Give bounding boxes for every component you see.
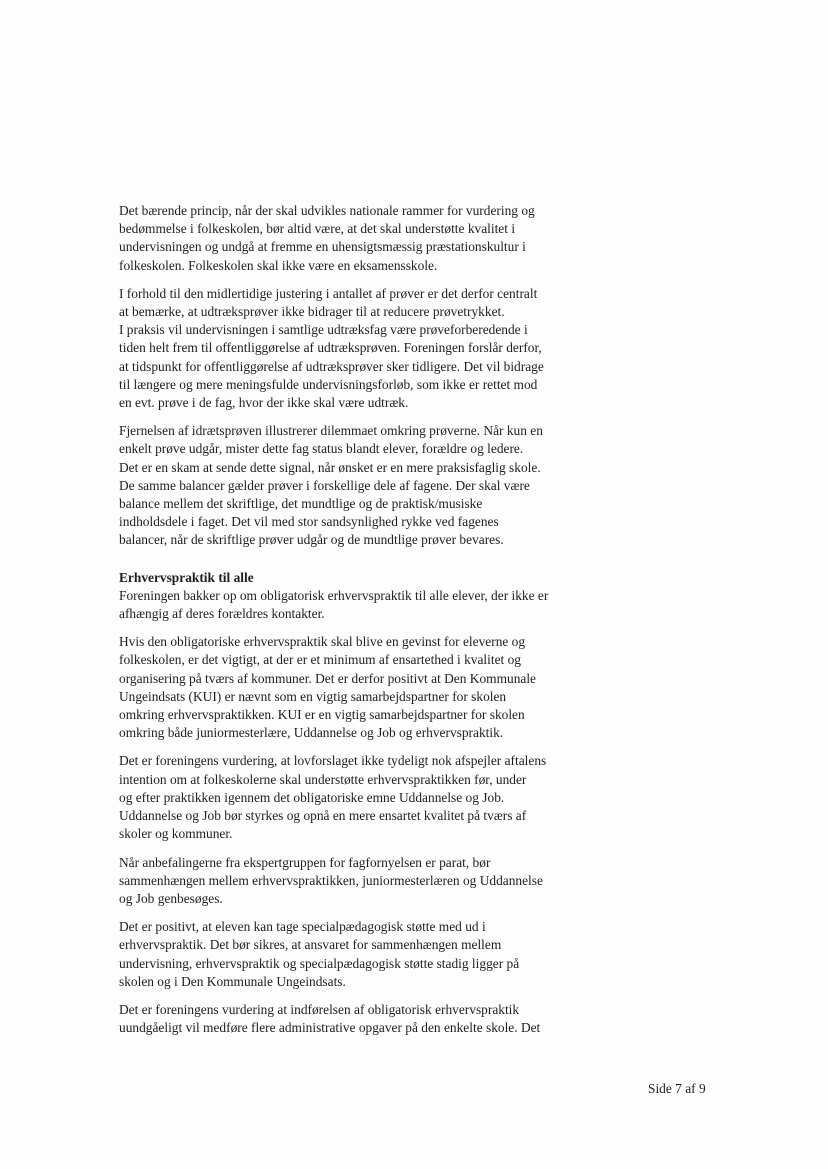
text-line: balancer, når de skriftlige prøver udgår og de mundtlige prøver bevares. (119, 532, 504, 548)
paragraph-3 (119, 422, 599, 549)
text-line: erhvervspraktik. Det bør sikres, at ansvaret for sammenhængen mellem (119, 937, 502, 953)
text-line: Det bærende princip, når der skal udvikles nationale rammer for vurdering og (119, 203, 535, 218)
text-line: omkring både juniormesterlære, Uddannelse og Job og erhvervspraktik. (119, 725, 504, 741)
text-line: undervisningen og undgå at fremme en uhensigtsmæssig præstationskultur i (119, 239, 526, 255)
text-line: folkeskolen. Folkeskolen skal ikke være en eksamensskole. (119, 257, 438, 273)
text-line: omkring erhvervspraktikken. KUI er en vigtig samarbejdspartner for skolen (119, 707, 525, 723)
text-line: sammenhængen mellem erhvervspraktikken, juniormesterlæren og Uddannelse (119, 872, 543, 888)
section-erhvervspraktik-intro (119, 569, 599, 624)
page-number: Side 7 af 9 (648, 1081, 706, 1096)
text-line: Foreningen bakker op om obligatorisk erhvervspraktik til alle elever, der ikke er (119, 587, 549, 603)
text-line: De samme balancer gælder prøver i forskellige dele af fagene. Der skal være (119, 477, 530, 493)
text-line: og Job genbesøges. (119, 890, 223, 906)
text-line: I forhold til den midlertidige justering i antallet af prøver er det derfor centralt (119, 285, 538, 301)
text-line: til længere og mere meningsfulde undervisningsforløb, som ikke er rettet mod (119, 376, 538, 392)
paragraph-1 (119, 202, 599, 275)
text-line: indholdsdele i faget. Det vil med stor sandsynlighed rykke ved fagenes (119, 514, 499, 530)
paragraph-5 (119, 633, 599, 742)
paragraph-2 (119, 285, 599, 412)
paragraph-9 (119, 1001, 599, 1037)
text-line: afhængig af deres forældres kontakter. (119, 606, 325, 622)
text-line: Det er foreningens vurdering, at lovforslaget ikke tydeligt nok afspejler aftalens (119, 753, 547, 769)
text-line: en evt. prøve i de fag, hvor der ikke skal være udtræk. (119, 395, 409, 411)
paragraph-6 (119, 752, 599, 843)
text-line: tiden helt frem til offentliggørelse af udtræksprøven. Foreningen forslår derfor, (119, 340, 542, 356)
text-line: bedømmelse i folkeskolen, bør altid være, at det skal understøtte kvalitet i (119, 221, 516, 237)
section-heading: Erhvervspraktik til alle (119, 569, 254, 585)
document-body (119, 202, 599, 1047)
text-line: Ungeindsats (KUI) er nævnt som en vigtig samarbejdspartner for skolen (119, 688, 507, 704)
text-line: folkeskolen, er det vigtigt, at der er et minimum af ensartethed i kvalitet og (119, 652, 521, 668)
paragraph-7 (119, 854, 599, 909)
text-line: Fjernelsen af idrætsprøven illustrerer dilemmaet omkring prøverne. Når kun en (119, 423, 543, 439)
text-line: organisering på tværs af kommuner. Det er derfor positivt at Den Kommunale (119, 670, 536, 686)
text-line: skoler og kommuner. (119, 826, 233, 842)
text-line: uundgåeligt vil medføre flere administrative opgaver på den enkelte skole. Det (119, 1020, 541, 1036)
text-line: skolen og i Den Kommunale Ungeindsats. (119, 973, 346, 989)
text-line: Uddannelse og Job bør styrkes og opnå en mere ensartet kvalitet på tværs af (119, 808, 527, 824)
paragraph-8 (119, 918, 599, 991)
text-line: enkelt prøve udgår, mister dette fag status blandt elever, forældre og ledere. (119, 441, 524, 457)
text-line: I praksis vil undervisningen i samtlige udtræksfag være prøveforberedende i (119, 322, 528, 338)
text-line: undervisning, erhvervspraktik og specialpædagogisk støtte stadig ligger på (119, 955, 520, 971)
text-line: Det er en skam at sende dette signal, når ønsket er en mere praksisfaglig skole. (119, 459, 541, 475)
text-line: Det er positivt, at eleven kan tage specialpædagogisk støtte med ud i (119, 919, 486, 935)
text-line: og efter praktikken igennem det obligatoriske emne Uddannelse og Job. (119, 789, 505, 805)
text-line: Hvis den obligatoriske erhvervspraktik skal blive en gevinst for eleverne og (119, 634, 526, 650)
text-line: at tidspunkt for offentliggørelse af udtræksprøver sker tidligere. Det vil bidrage (119, 358, 544, 374)
text-line: Når anbefalingerne fra ekspertgruppen for fagfornyelsen er parat, bør (119, 854, 491, 870)
text-line: Det er foreningens vurdering at indførelsen af obligatorisk erhvervspraktik (119, 1001, 520, 1017)
text-line: at bemærke, at udtræksprøver ikke bidrager til at reducere prøvetrykket. (119, 304, 505, 320)
section-spacer (119, 560, 599, 569)
text-line: balance mellem det skriftlige, det mundtlige og de praktisk/musiske (119, 496, 483, 512)
text-line: intention om at folkeskolerne skal understøtte erhvervspraktikken før, under (119, 771, 527, 787)
